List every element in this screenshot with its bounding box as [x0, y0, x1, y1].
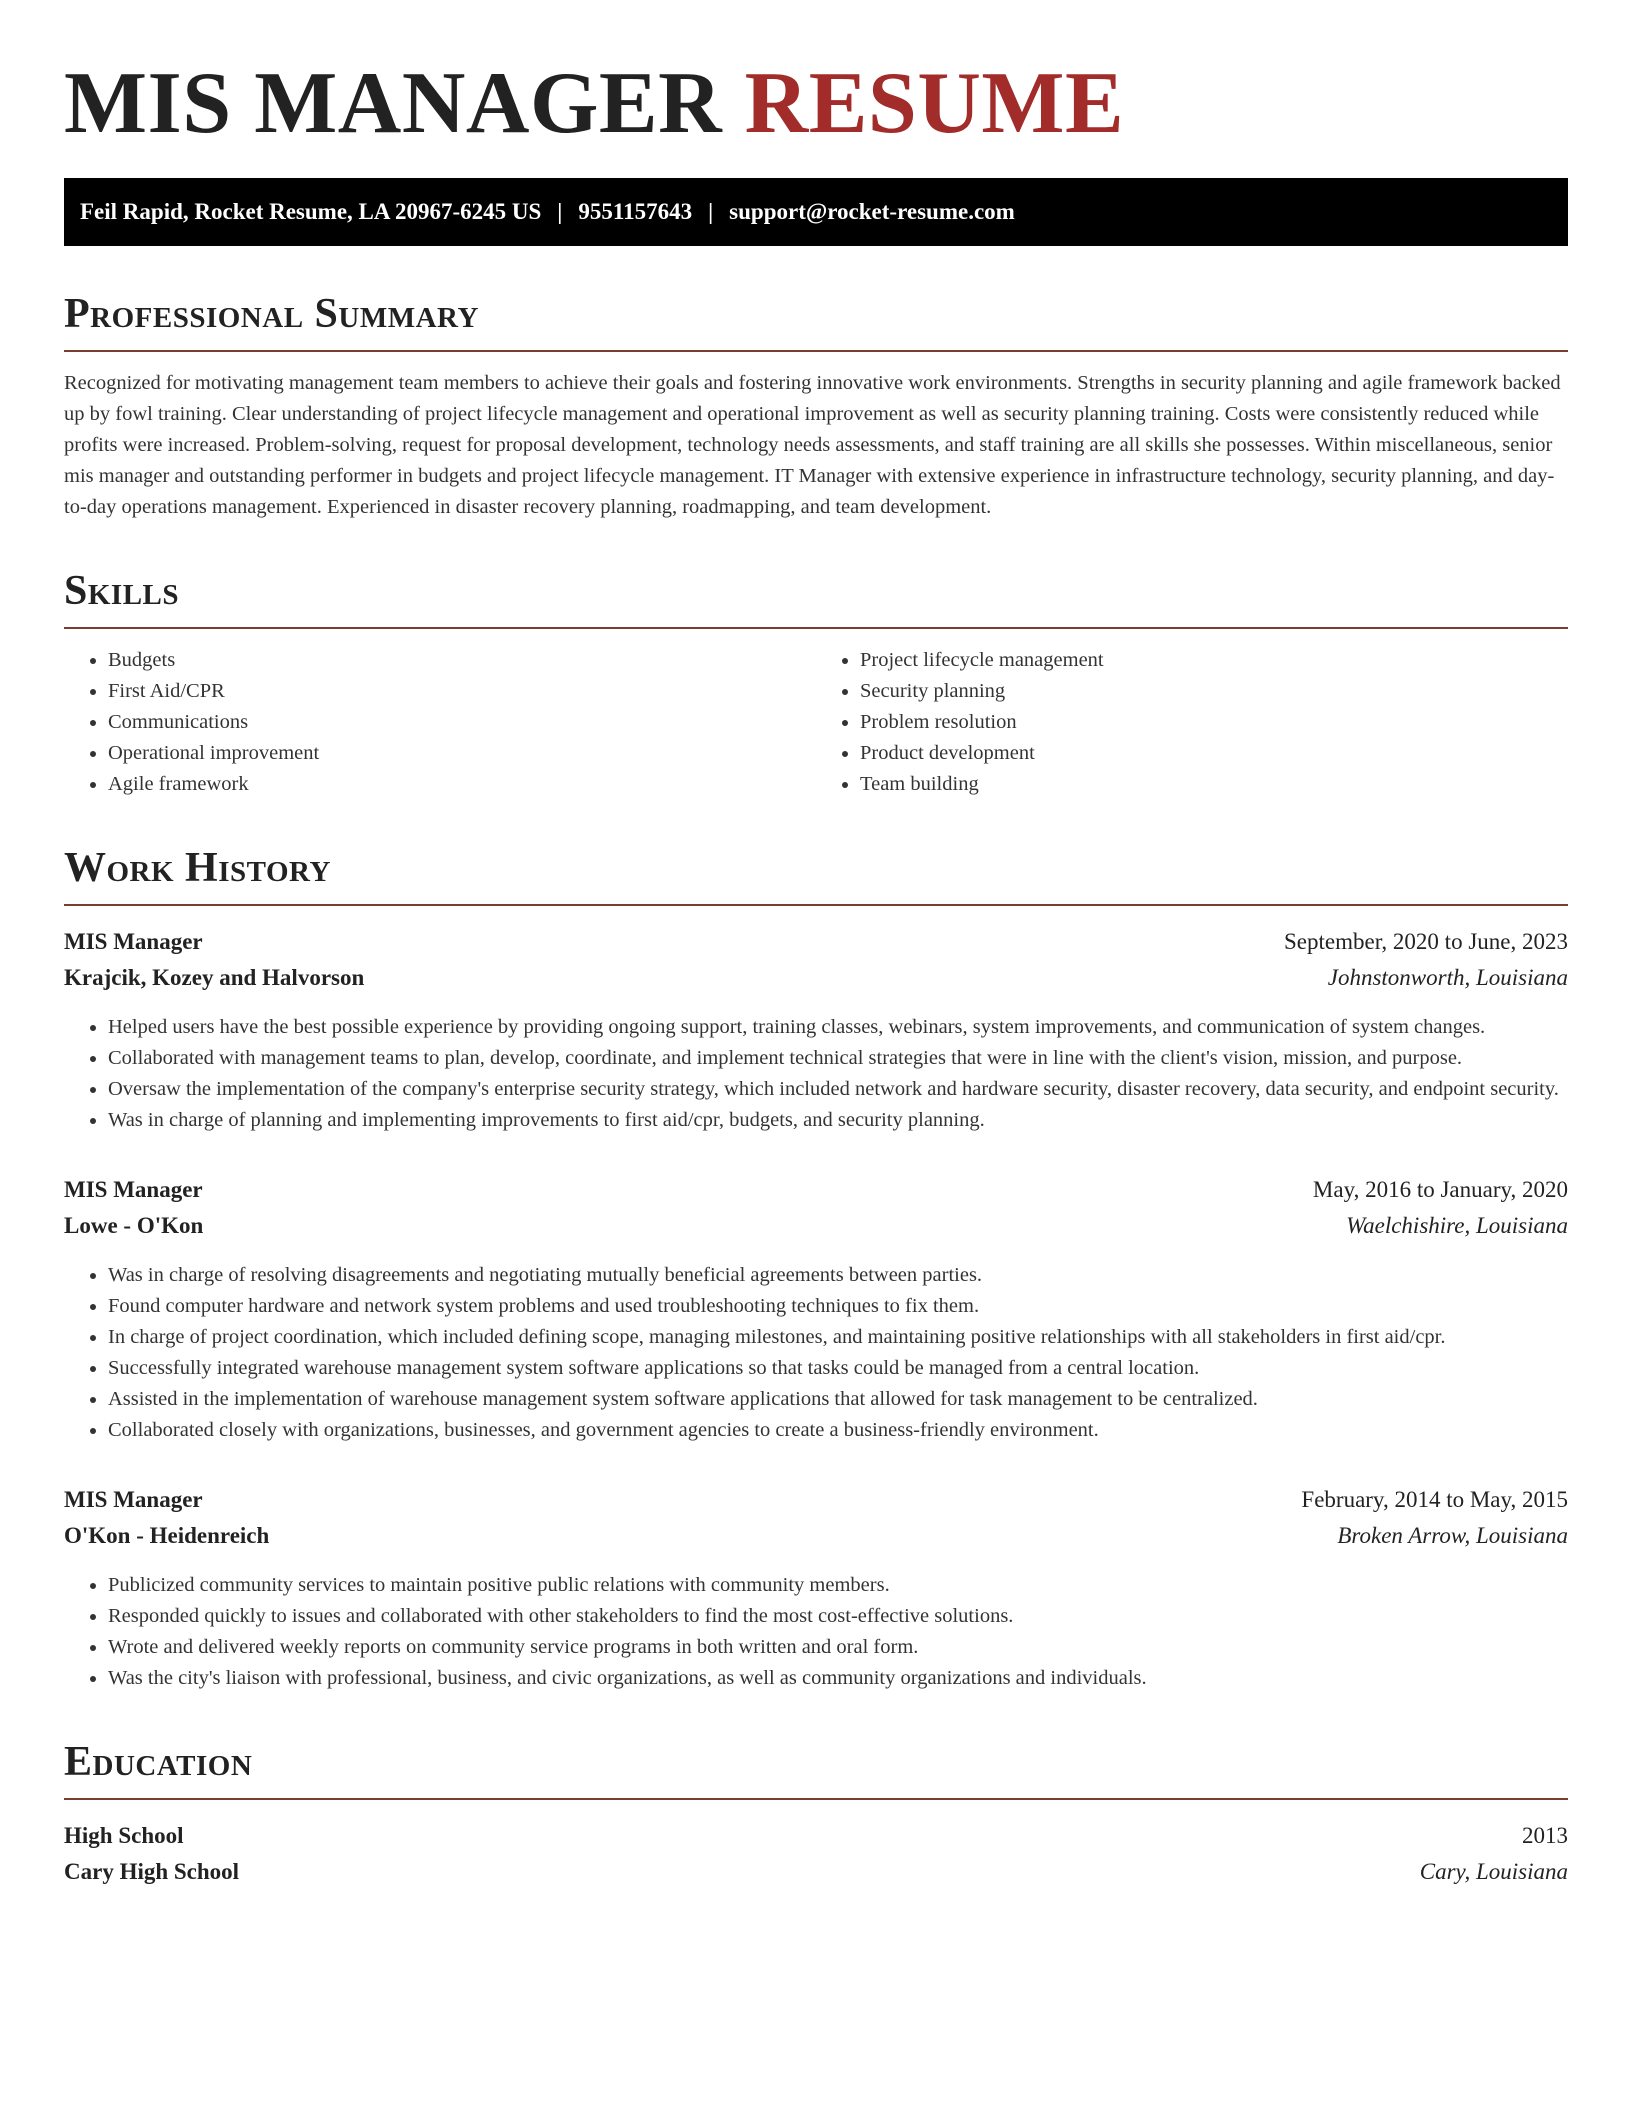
- job-company-row: [64, 1518, 1568, 1554]
- skill-item: • Project lifecycle management: [860, 645, 1568, 676]
- job-entry: [64, 1482, 1568, 1694]
- job-bullet: • Collaborated closely with organizations, businesses, and government agencies to create a business-friendly environment.: [108, 1415, 1568, 1446]
- work-history-heading: Work History: [64, 844, 1568, 906]
- education-year: 2013: [1522, 1823, 1568, 1848]
- skills-column-right: [816, 645, 1568, 800]
- job-dates: September, 2020 to June, 2023: [1284, 929, 1568, 954]
- job-bullet: • Publicized community services to maintain positive public relations with community members.: [108, 1570, 1568, 1601]
- job-header-row: [64, 924, 1568, 960]
- job-bullet: • Was in charge of resolving disagreements and negotiating mutually beneficial agreements between parties.: [108, 1260, 1568, 1291]
- job-company-row: [64, 960, 1568, 996]
- job-bullet: • Responded quickly to issues and collaborated with other stakeholders to find the most cost-effective solutions.: [108, 1601, 1568, 1632]
- job-bullets: [64, 1260, 1568, 1446]
- job-title: MIS Manager: [64, 1177, 203, 1202]
- contact-bar: [64, 178, 1568, 246]
- skill-item: • Product development: [860, 738, 1568, 769]
- education-entry: [64, 1818, 1568, 1890]
- education-school-row: [64, 1854, 1568, 1890]
- job-company: O'Kon - Heidenreich: [64, 1523, 270, 1548]
- job-bullets: [64, 1012, 1568, 1136]
- skill-item: • Agile framework: [108, 769, 816, 800]
- skill-item: • Budgets: [108, 645, 816, 676]
- skill-item: • Communications: [108, 707, 816, 738]
- contact-email: support@rocket-resume.com: [729, 199, 1015, 224]
- skill-item: • First Aid/CPR: [108, 676, 816, 707]
- title-main: MIS MANAGER: [64, 55, 723, 152]
- education-degree: High School: [64, 1823, 184, 1848]
- job-header-row: [64, 1172, 1568, 1208]
- summary-heading: Professional Summary: [64, 290, 1568, 352]
- job-header-row: [64, 1482, 1568, 1518]
- contact-separator: |: [557, 199, 563, 224]
- skills-column-left: [64, 645, 816, 800]
- job-bullet: • Successfully integrated warehouse management system software applications so that tasks could be managed from a central location.: [108, 1353, 1568, 1384]
- job-bullet: • Wrote and delivered weekly reports on community service programs in both written and oral form.: [108, 1632, 1568, 1663]
- skills-heading: Skills: [64, 567, 1568, 629]
- page-title: [64, 54, 1568, 154]
- skill-item: • Problem resolution: [860, 707, 1568, 738]
- job-bullet: • Helped users have the best possible experience by providing ongoing support, training classes, webinars, system improvements, and communication of system changes.: [108, 1012, 1568, 1043]
- skill-item: • Operational improvement: [108, 738, 816, 769]
- job-bullet: • Assisted in the implementation of warehouse management system software applications that allowed for task management to be centralized.: [108, 1384, 1568, 1415]
- job-location: Broken Arrow, Louisiana: [1337, 1523, 1568, 1548]
- summary-text: Recognized for motivating management team members to achieve their goals and fostering innovative work environments. Strengths in security planning and agile framework backed up by fowl training. Clear understanding of project lifecycle management and operational improvement as well as security planning training. Costs were consistently reduced while profits were increased. Problem-solving, request for proposal development, technology needs assessments, and staff training are all skills she possesses. Within miscellaneous, senior mis manager and outstanding performer in budgets and project lifecycle management. IT Manager with extensive experience in infrastructure technology, security planning, and day-to-day operations management. Experienced in disaster recovery planning, roadmapping, and team development.: [64, 372, 1561, 518]
- education-school: Cary High School: [64, 1859, 240, 1884]
- job-bullet: • Was in charge of planning and implementing improvements to first aid/cpr, budgets, and security planning.: [108, 1105, 1568, 1136]
- work-history-section: [64, 844, 1568, 1694]
- job-company: Krajcik, Kozey and Halvorson: [64, 965, 365, 990]
- skill-item: • Team building: [860, 769, 1568, 800]
- skills-section: [64, 567, 1568, 800]
- education-degree-row: [64, 1818, 1568, 1854]
- job-entry: [64, 1172, 1568, 1446]
- job-title: MIS Manager: [64, 929, 203, 954]
- contact-address: Feil Rapid, Rocket Resume, LA 20967-6245 US: [80, 199, 542, 224]
- job-dates: February, 2014 to May, 2015: [1301, 1487, 1568, 1512]
- skills-list: [64, 645, 1568, 800]
- job-dates: May, 2016 to January, 2020: [1312, 1177, 1568, 1202]
- job-bullet: • Oversaw the implementation of the company's enterprise security strategy, which included network and hardware security, disaster recovery, data security, and endpoint security.: [108, 1074, 1568, 1105]
- job-bullets: [64, 1570, 1568, 1694]
- contact-separator: |: [708, 199, 714, 224]
- job-bullet: • Found computer hardware and network system problems and used troubleshooting techniques to fix them.: [108, 1291, 1568, 1322]
- skill-item: • Security planning: [860, 676, 1568, 707]
- job-company: Lowe - O'Kon: [64, 1213, 204, 1238]
- job-location: Johnstonworth, Louisiana: [1327, 965, 1568, 990]
- education-section: [64, 1738, 1568, 1890]
- contact-phone: 9551157643: [578, 199, 693, 224]
- title-accent: RESUME: [744, 55, 1125, 152]
- job-bullet: • In charge of project coordination, which included defining scope, managing milestones, and maintaining positive relationships with all stakeholders in first aid/cpr.: [108, 1322, 1568, 1353]
- job-location: Waelchishire, Louisiana: [1346, 1213, 1568, 1238]
- job-bullet: • Was the city's liaison with professional, business, and civic organizations, as well as community organizations and individuals.: [108, 1663, 1568, 1694]
- job-company-row: [64, 1208, 1568, 1244]
- job-title: MIS Manager: [64, 1487, 203, 1512]
- job-entry: [64, 924, 1568, 1136]
- job-bullet: • Collaborated with management teams to plan, develop, coordinate, and implement technical strategies that were in line with the client's vision, mission, and purpose.: [108, 1043, 1568, 1074]
- education-heading: Education: [64, 1738, 1568, 1800]
- summary-section: [64, 290, 1568, 523]
- education-location: Cary, Louisiana: [1419, 1859, 1568, 1884]
